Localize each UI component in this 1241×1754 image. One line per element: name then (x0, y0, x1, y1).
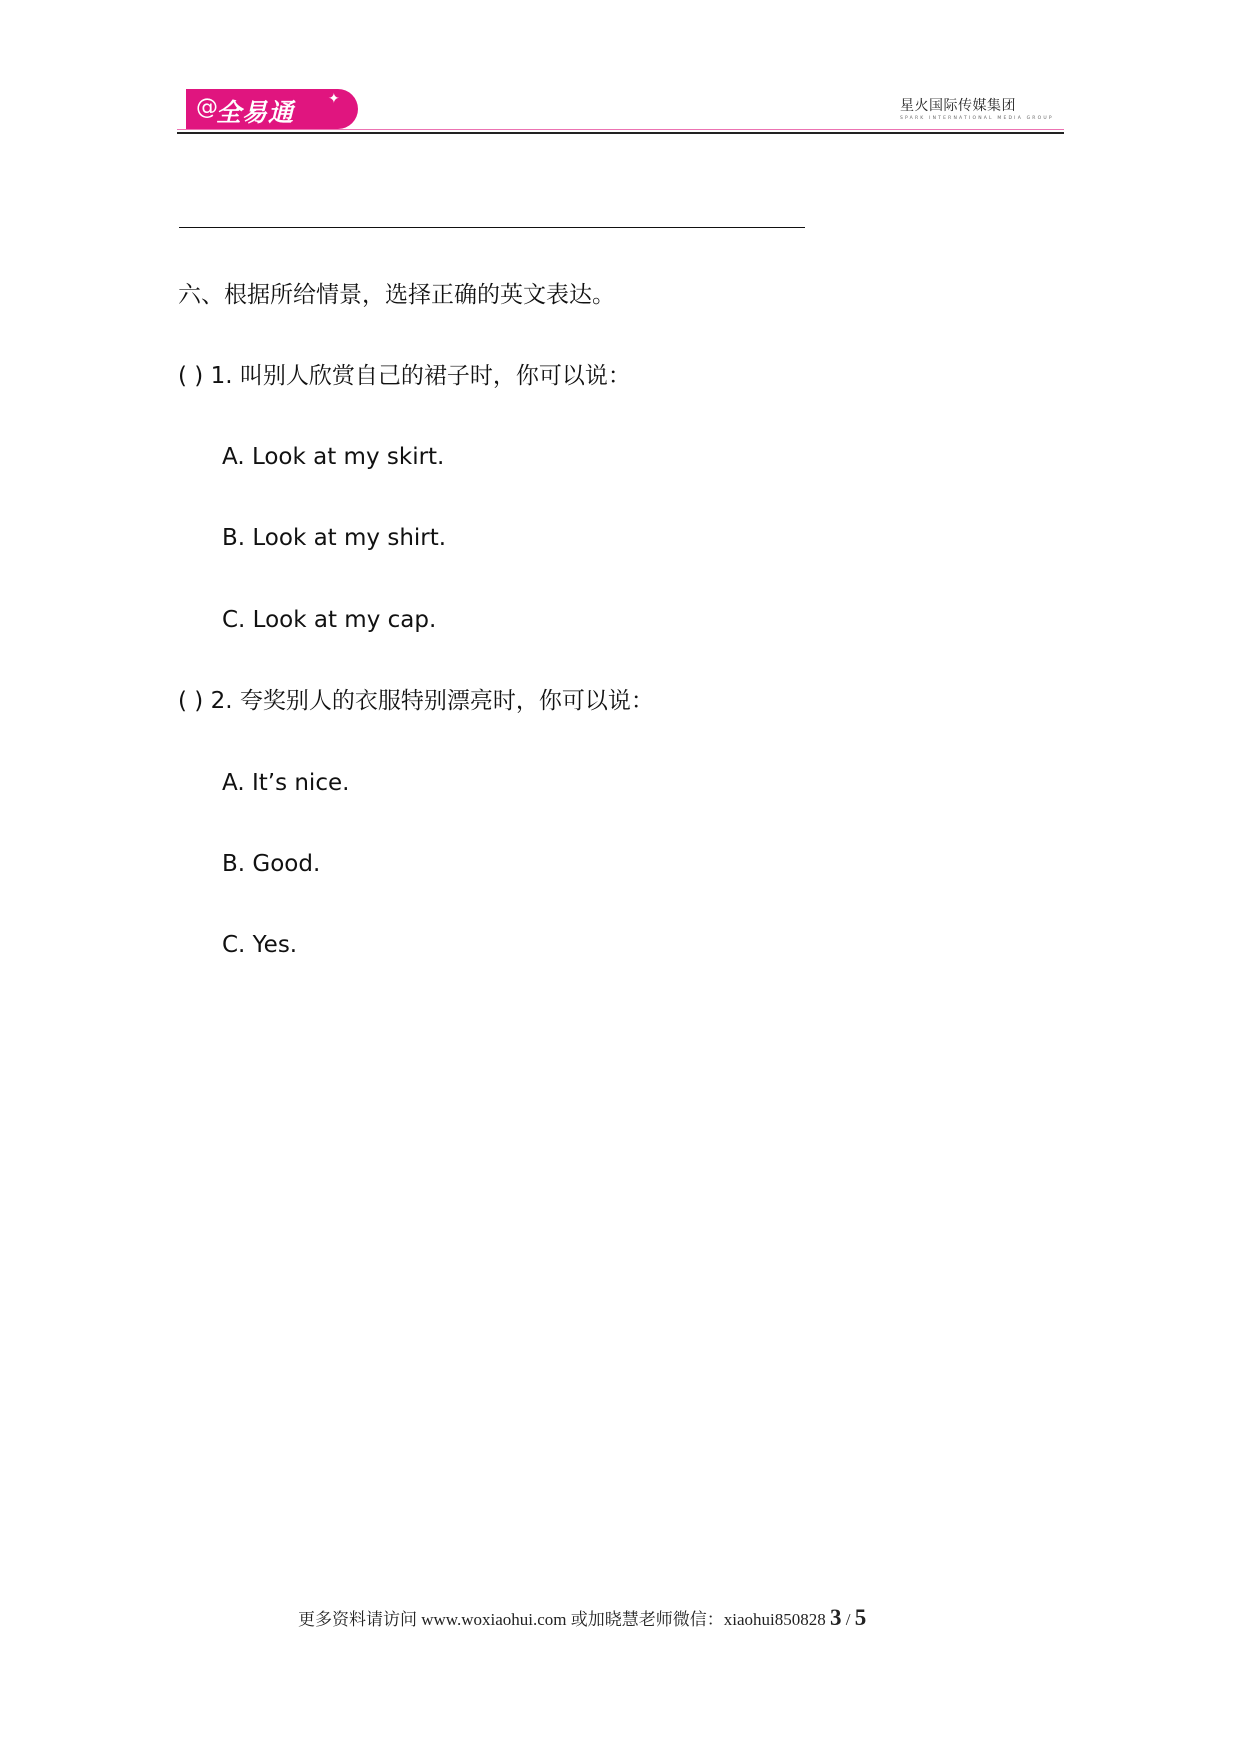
question-2-prompt: ( ) 2. 夸奖别人的衣服特别漂亮时，你可以说： (178, 688, 654, 714)
publisher-name-cn: 星火国际传媒集团 (900, 98, 1016, 114)
question-1-prompt: ( ) 1. 叫别人欣赏自己的裙子时，你可以说： (178, 363, 631, 389)
answer-blank-line (179, 227, 805, 228)
header-rule (177, 132, 1064, 134)
logo-star-icon: ✦ (328, 91, 340, 107)
page-number-current: 3 (830, 1605, 842, 1630)
logo-text: 全易通 (216, 98, 295, 127)
logo-swirl-icon: @ (196, 95, 218, 120)
page-number-separator: / (841, 1610, 855, 1629)
header-accent-rule (177, 129, 1064, 130)
brand-logo (186, 89, 358, 129)
question-1-option-b: B. Look at my shirt. (222, 525, 447, 551)
question-2-option-a: A. It’s nice. (222, 770, 350, 796)
question-2-option-b: B. Good. (222, 851, 321, 877)
question-1-option-c: C. Look at my cap. (222, 607, 437, 633)
section-title: 六、根据所给情景，选择正确的英文表达。 (178, 282, 615, 308)
page-number-total: 5 (854, 1605, 867, 1630)
question-2-option-c: C. Yes. (222, 932, 298, 958)
footer-contact-text: 更多资料请访问 www.woxiaohui.com 或加晓慧老师微信：xiaohui850828 (298, 1610, 826, 1629)
publisher-name-en: SPARK INTERNATIONAL MEDIA GROUP (900, 116, 1054, 121)
page-footer (298, 1605, 866, 1631)
question-1-option-a: A. Look at my skirt. (222, 444, 445, 470)
publisher-brand (900, 95, 1054, 121)
